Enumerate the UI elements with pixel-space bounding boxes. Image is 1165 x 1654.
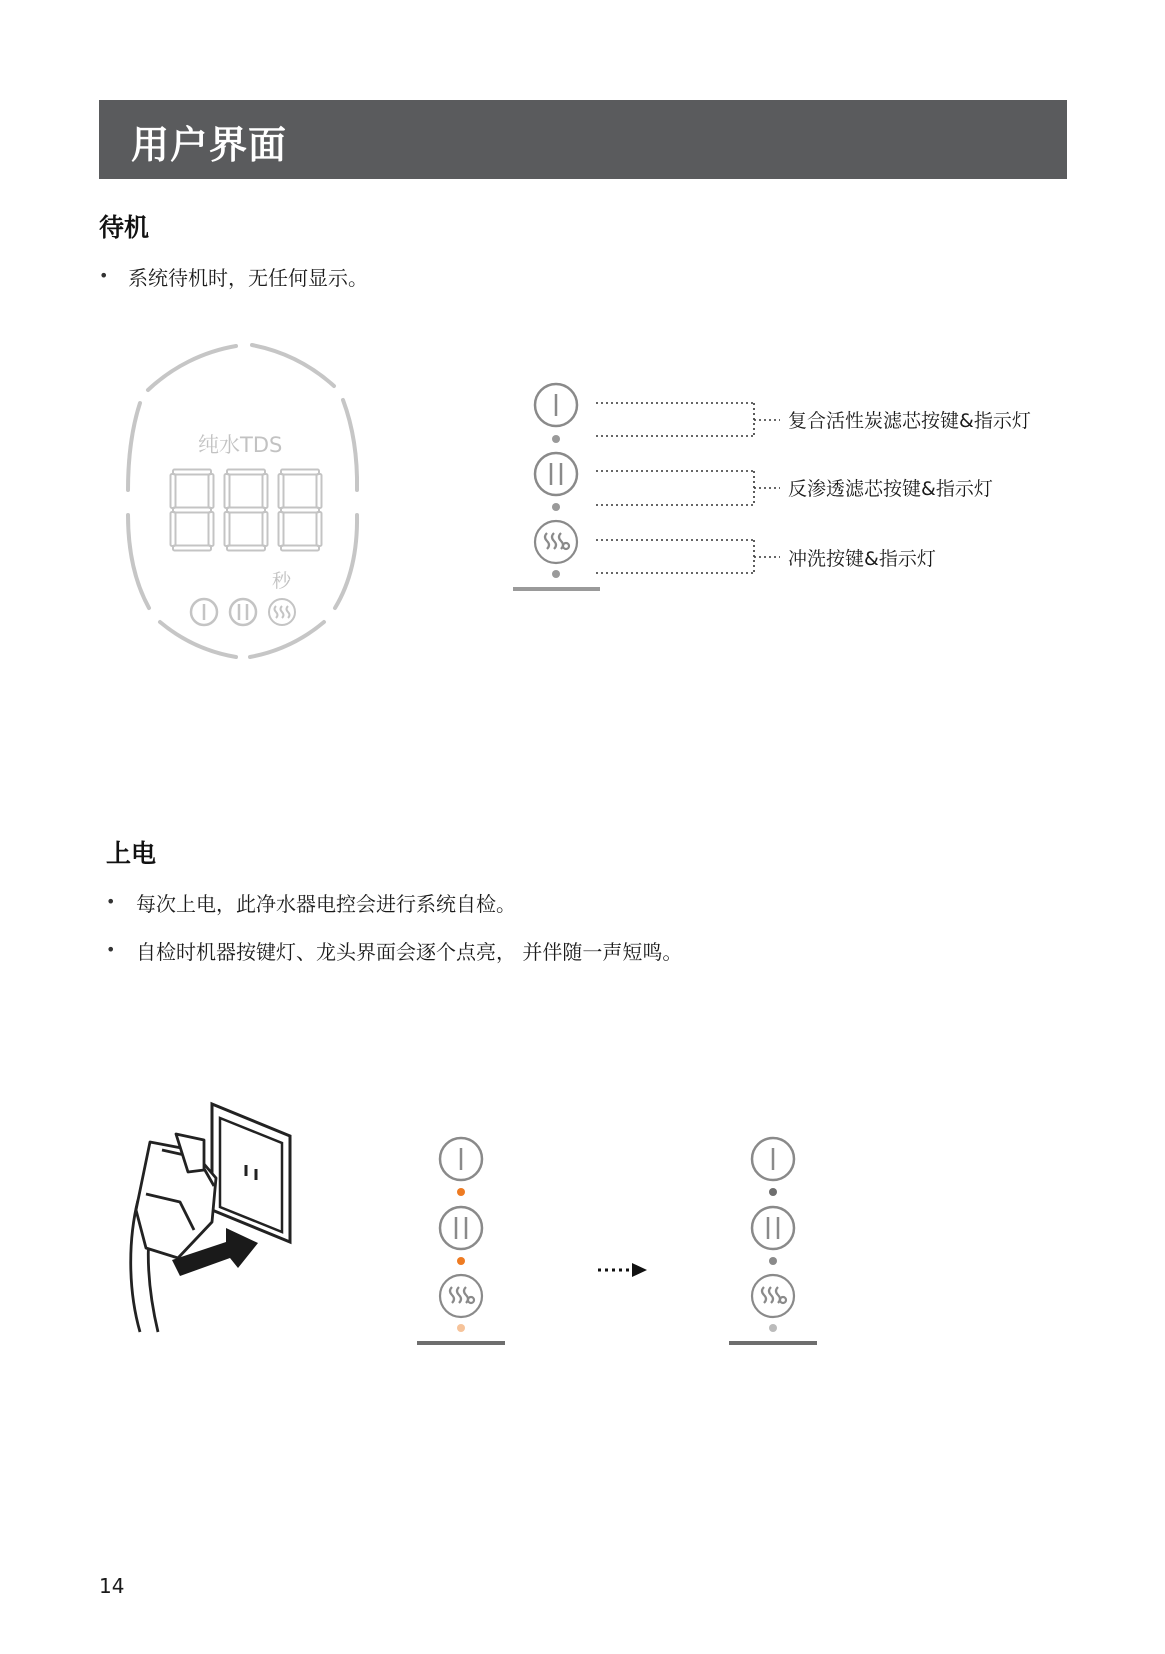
callout-filter-1: 复合活性炭滤芯按键&指示灯 [788, 410, 1031, 432]
wall-socket-icon [212, 1104, 290, 1242]
selfcheck-filter-1-icon [440, 1138, 482, 1180]
selfcheck-filter-2-icon [440, 1207, 482, 1249]
selfcheck-flush-icon [440, 1275, 482, 1317]
seconds-unit: 秒 [272, 570, 292, 592]
callout-filter-2: 反渗透滤芯按键&指示灯 [788, 478, 993, 500]
bullet-marker: • [106, 940, 116, 959]
power-on-bullet-2: 自检时机器按键灯、龙头界面会逐个点亮， 并伴随一声短鸣。 [136, 940, 683, 964]
bullet-marker: • [106, 892, 116, 911]
display-flush-icon [269, 599, 295, 625]
final-filter-1-icon [752, 1138, 794, 1180]
callout-flush: 冲洗按键&指示灯 [788, 548, 936, 570]
power-plug-icon [131, 1134, 216, 1332]
selfcheck-indicator-2 [457, 1257, 465, 1265]
indicator-dot-2 [552, 503, 560, 511]
faucet-display [128, 345, 357, 657]
final-filter-2-icon [752, 1207, 794, 1249]
standby-bullet-1: 系统待机时，无任何显示。 [128, 266, 368, 290]
filter-2-icon [535, 453, 577, 495]
callout-leaders [596, 403, 780, 573]
display-filter-2-icon [230, 599, 256, 625]
final-indicator-2 [769, 1257, 777, 1265]
final-flush-icon [752, 1275, 794, 1317]
power-on-heading: 上电 [106, 839, 157, 868]
page-title: 用户界面 [131, 123, 288, 167]
final-indicator-3 [769, 1324, 777, 1332]
arrow-right-icon [598, 1263, 647, 1277]
standby-heading: 待机 [99, 213, 150, 242]
tds-label: 纯水TDS [198, 433, 283, 457]
indicator-dot-1 [552, 435, 560, 443]
power-on-bullet-1: 每次上电，此净水器电控会进行系统自检。 [136, 892, 516, 916]
flush-icon [535, 521, 577, 563]
selfcheck-indicator-3 [457, 1324, 465, 1332]
page-number: 14 [99, 1574, 125, 1598]
filter-1-icon [535, 384, 577, 426]
seven-segment-display [171, 470, 322, 551]
bullet-marker: • [99, 266, 109, 285]
indicator-dot-3 [552, 570, 560, 578]
selfcheck-indicator-1 [457, 1188, 465, 1196]
display-filter-1-icon [191, 599, 217, 625]
final-indicator-1 [769, 1188, 777, 1196]
